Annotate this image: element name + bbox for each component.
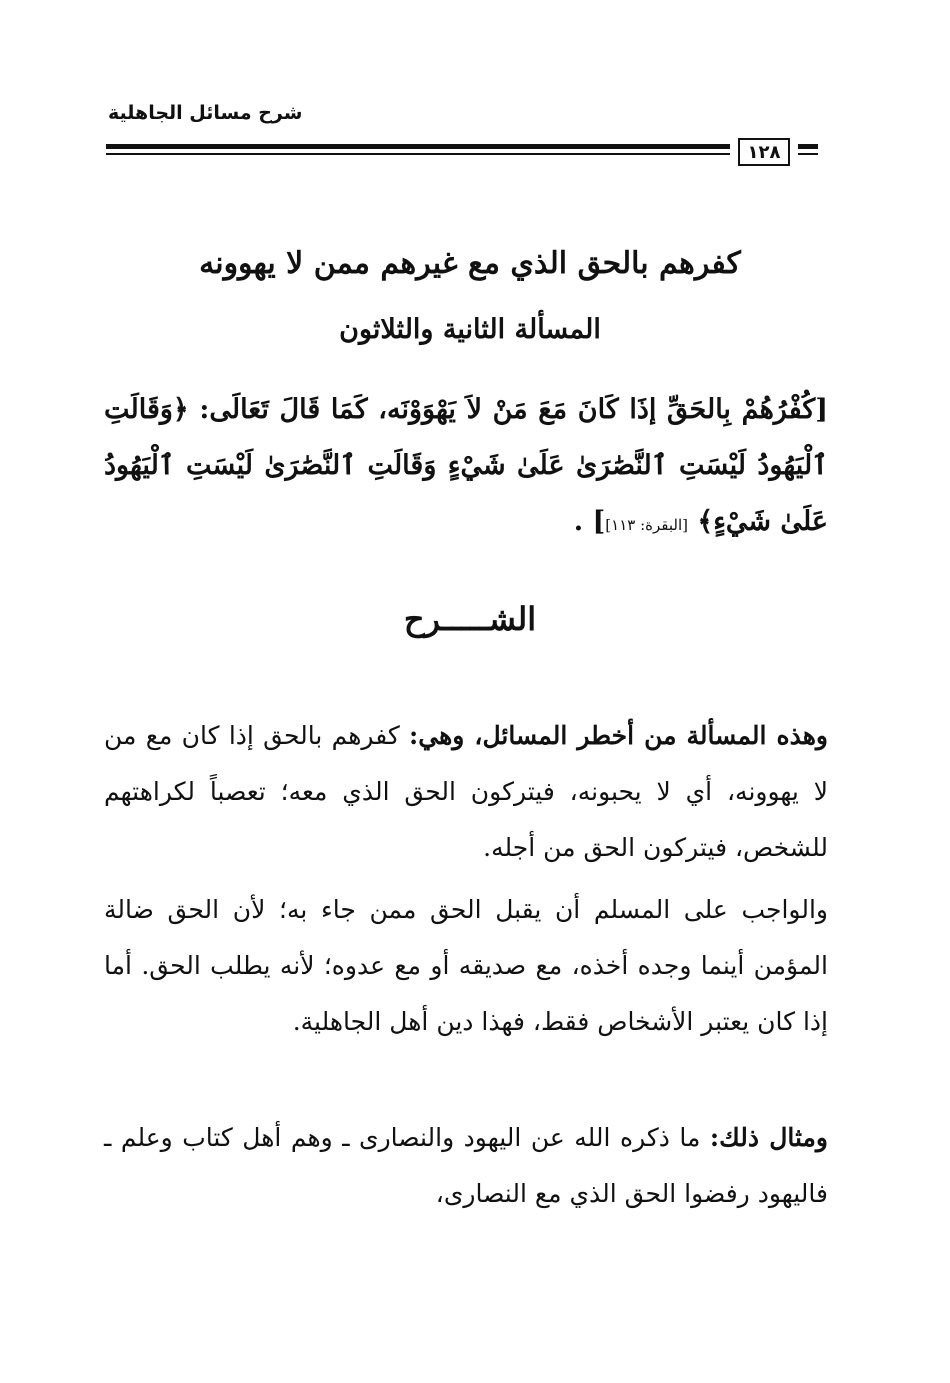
paragraph-3-lead: ومثال ذلك: [709,1123,828,1152]
header-rule-thick-left [106,144,730,149]
matn-closing: ] . [573,506,606,537]
commentary-paragraph-3 [104,1110,828,1222]
commentary-paragraph-2: والواجب على المسلم أن يقبل الحق ممن جاء به؛ لأن الحق ضالة المؤمن أينما وجده أخذه، مع صديقه أو مع عدوه؛ لأنه يطلب الحق. أما إذا كان يعتبر الأشخاص فقط، فهذا دين أهل الجاهلية. [104,895,828,1036]
commentary-heading: الشـــــرح [403,600,537,638]
paragraph-1-text: كفرهم بالحق إذا كان مع من لا يهوونه، أي لا يحبونه، فيتركون الحق الذي معه؛ تعصباً لكراهتهم للشخص، فيتركون الحق من أجله. [104,721,828,862]
paragraph-3-text: ما ذكره الله عن اليهود والنصارى ـ وهم أهل كتاب وعلم ـ فاليهود رفضوا الحق الذي مع النصارى، [104,1123,828,1208]
section-title: كفرهم بالحق الذي مع غيرهم ممن لا يهوونه [199,246,741,281]
header-rule-thick-right [798,144,818,149]
issue-label: المسألة الثانية والثلاثون [339,314,601,345]
running-head-book-title: شرح مسائل الجاهلية [108,102,303,124]
matn-text [104,382,828,553]
quran-reference: [البقرة: ١١٣] [605,516,688,534]
header-rule-thin-left [106,153,730,155]
page-number-box: ١٢٨ [738,138,790,166]
header-rule-thin-right [798,153,818,155]
matn-quote: [كُفْرُهُمْ بِالحَقِّ إذَا كَانَ مَعَ مَنْ لاَ يَهْوَوْنَه، كَمَا قَالَ تَعَالَى: ﴿وَقَالَتِ ٱلْيَهُودُ لَيْسَتِ ٱلنَّصَٰرَىٰ عَلَىٰ شَيْءٍ وَقَالَتِ ٱلنَّصَٰرَىٰ لَيْسَتِ ٱلْيَهُودُ عَلَىٰ شَيْءٍ﴾ [104,394,828,537]
paragraph-1-lead: وهذه المسألة من أخطر المسائل، وهي: [409,721,828,750]
commentary-paragraph-1 [104,708,828,876]
